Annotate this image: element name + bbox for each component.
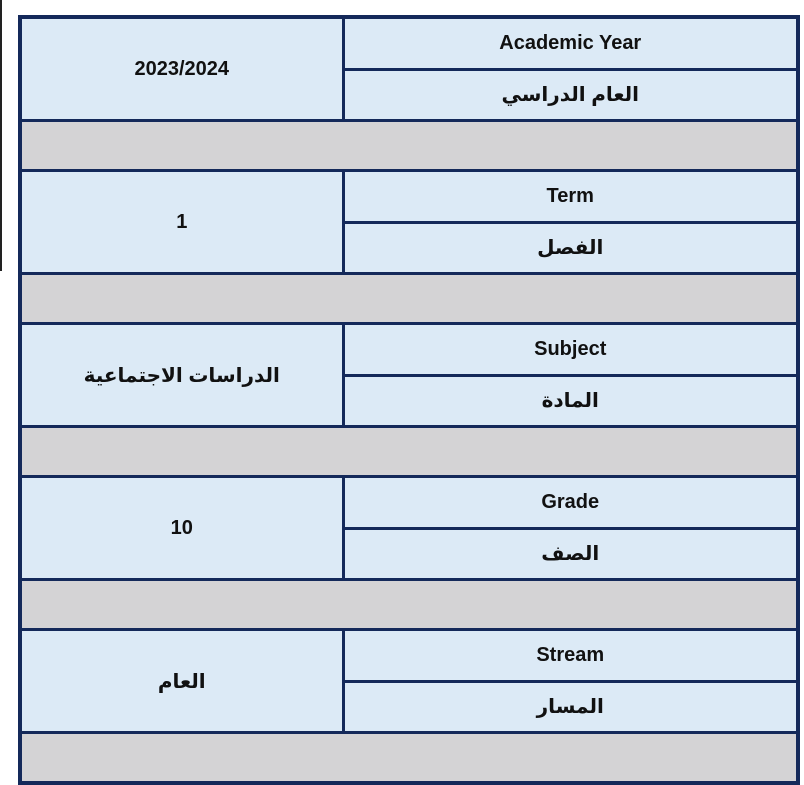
spacer-band <box>20 427 798 477</box>
stream-label-ar: المسار <box>343 681 798 733</box>
spacer-row <box>20 733 798 784</box>
subject-label-en: Subject <box>343 324 798 376</box>
spacer-band <box>20 121 798 171</box>
spacer-band <box>20 274 798 324</box>
grade-label-ar: الصف <box>343 528 798 580</box>
term-label-ar: الفصل <box>343 222 798 274</box>
spacer-row <box>20 121 798 171</box>
spacer-band <box>20 733 798 784</box>
stream-label-en: Stream <box>343 630 798 682</box>
course-info-table <box>18 15 800 785</box>
academic-year-label-en: Academic Year <box>343 17 798 69</box>
subject-row <box>20 324 798 376</box>
spacer-row <box>20 427 798 477</box>
left-edge-line <box>0 0 2 271</box>
stream-row <box>20 630 798 682</box>
grade-row <box>20 477 798 529</box>
academic-year-label-ar: العام الدراسي <box>343 69 798 121</box>
term-value: 1 <box>20 171 343 274</box>
term-label-en: Term <box>343 171 798 223</box>
spacer-row <box>20 274 798 324</box>
spacer-band <box>20 580 798 630</box>
spacer-row <box>20 580 798 630</box>
academic-year-row <box>20 17 798 69</box>
subject-value: الدراسات الاجتماعية <box>20 324 343 427</box>
stream-value: العام <box>20 630 343 733</box>
subject-label-ar: المادة <box>343 375 798 427</box>
grade-value: 10 <box>20 477 343 580</box>
academic-year-value: 2023/2024 <box>20 17 343 121</box>
grade-label-en: Grade <box>343 477 798 529</box>
term-row <box>20 171 798 223</box>
